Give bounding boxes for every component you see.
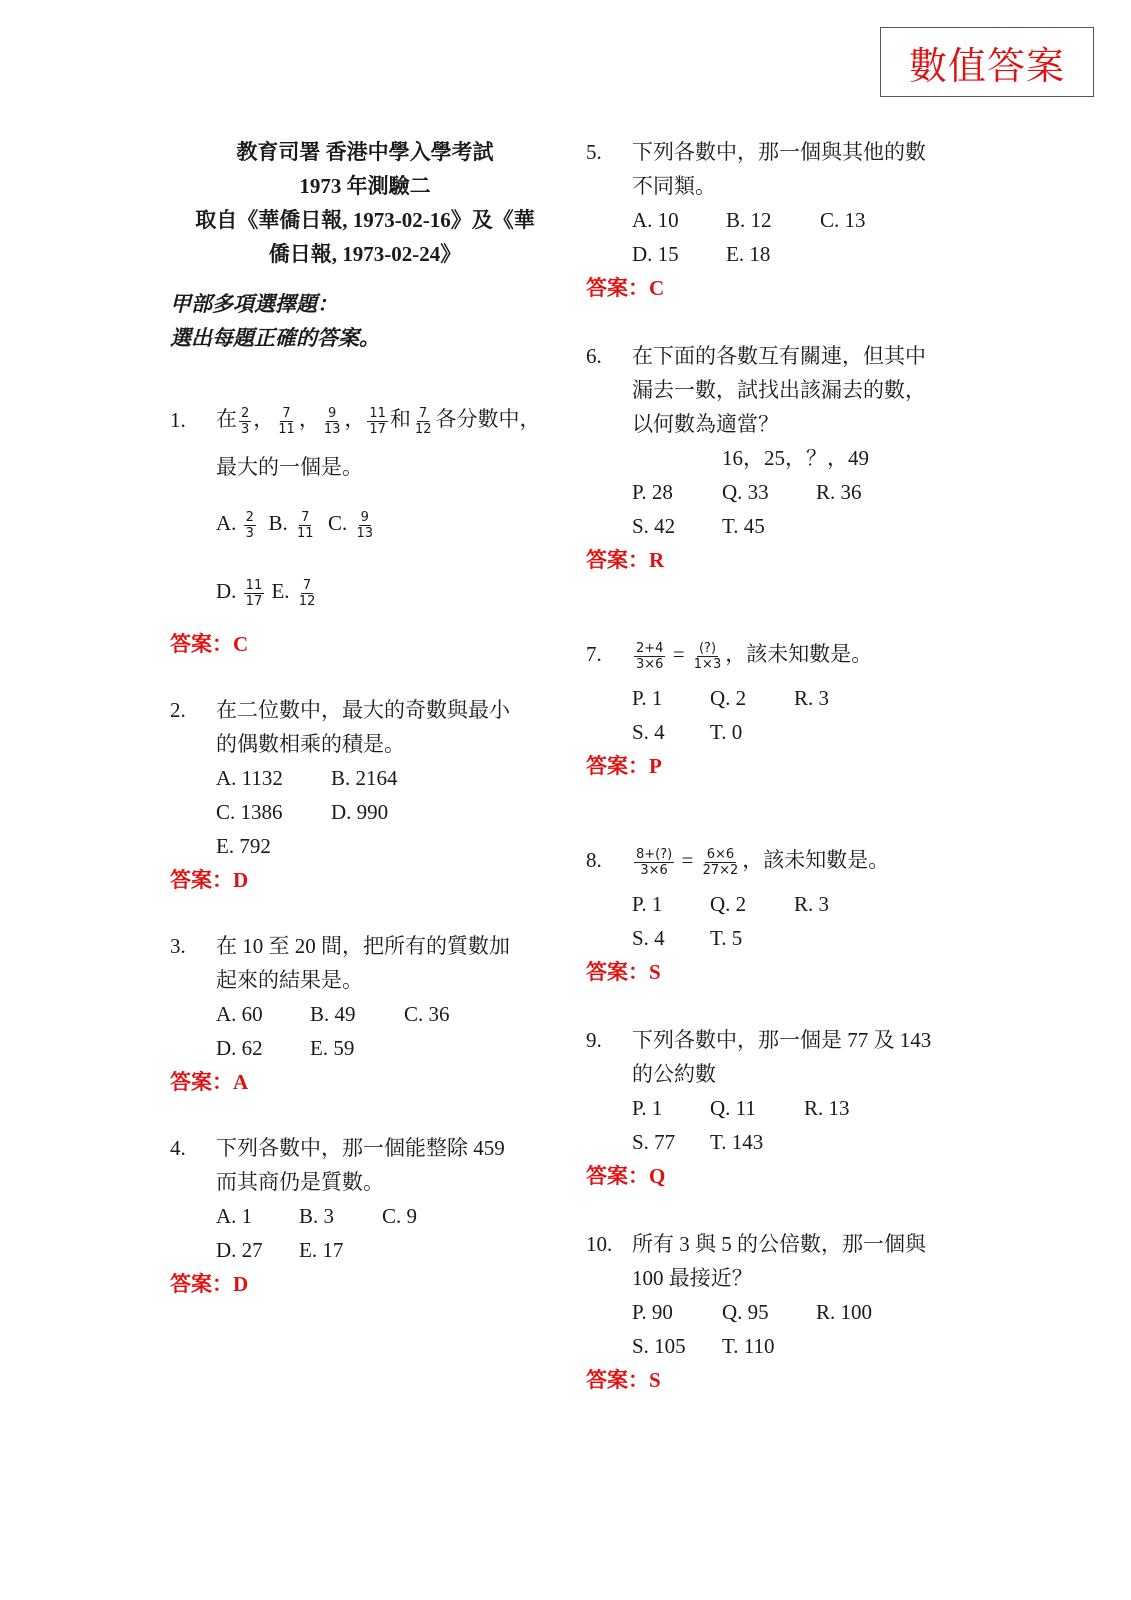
options-row [216,829,560,863]
text-sep: ， [344,407,366,431]
question-line: 下列各數中，那一個與其他的數 [632,140,926,164]
option-q: Q. 95 [722,1300,769,1324]
question-line: 在下面的各數互有關連，但其中 [632,344,926,368]
option-e: E. 792 [216,834,271,858]
fraction: $\frac{8+(?)}{3\times 6}$ [636,846,673,878]
equation [632,835,981,885]
text-sep: ， [253,407,275,431]
option-label: C. [328,511,348,535]
option-a: A. 1 [216,1204,253,1228]
option-b: B. 12 [726,208,772,232]
fraction: $\frac{2}{3}$ [241,405,250,437]
answer-3: 答案：A [170,1070,249,1094]
options-row [216,1199,560,1233]
question-5 [586,135,981,271]
question-9 [586,1023,981,1159]
option-a: A. 10 [632,208,679,232]
option-d: D. 62 [216,1036,263,1060]
question-line: 以何數為適當？ [632,412,779,436]
question-2 [170,693,560,863]
fraction: $\frac{7}{12}$ [414,405,432,437]
option-p: P. 90 [632,1300,673,1324]
fraction: $\frac{9}{13}$ [323,405,341,437]
option-s: S. 105 [632,1334,686,1358]
question-3 [170,929,560,1065]
options-row [216,1031,560,1065]
fraction: $\frac{7}{11}$ [278,405,295,437]
question-line: 在二位數中，最大的奇數與最小 [216,698,510,722]
options-row [632,237,981,271]
question-number: 2. [170,698,186,722]
question-6 [586,339,981,543]
option-label: A. [216,511,237,535]
option-r: R. 13 [804,1096,850,1120]
options-row [216,1233,560,1267]
question-number: 10. [586,1232,613,1256]
question-line: 的公約數 [632,1062,716,1086]
option-s: S. 42 [632,514,676,538]
header-line-2: 1973 年測驗二 [299,174,431,198]
question-number: 8. [586,848,602,872]
question-number: 4. [170,1136,186,1160]
question-line: 100 最接近？ [632,1266,753,1290]
question-1-options-row-2 [216,555,560,627]
text-and: 和 [389,407,411,431]
answer-7: 答案：P [586,754,662,778]
option-fraction: $\frac{7}{12}$ [298,577,316,609]
option-t: T. 143 [710,1130,764,1154]
question-1-options-row-1 [216,491,560,555]
answer-1: 答案：C [170,632,249,656]
question-line: 起來的結果是。 [216,968,363,992]
option-label: B. [268,511,288,535]
options-row [632,1295,981,1329]
option-c: C. 36 [404,1002,450,1026]
right-column [586,135,981,1397]
option-d: D. 15 [632,242,679,266]
text-post: ，該未知數是。 [725,642,873,666]
answer-8: 答案：S [586,960,661,984]
header-line-3: 取自《華僑日報, 1973-02-16》及《華 [195,208,535,232]
question-line: 下列各數中，那一個能整除 459 [216,1136,505,1160]
question-line: 不同類。 [632,174,716,198]
option-e: E. 18 [726,242,771,266]
option-a: A. 1132 [216,766,283,790]
equation [632,629,981,679]
option-q: Q. 11 [710,1096,756,1120]
question-7 [586,629,981,749]
option-q: Q. 2 [710,892,747,916]
options-row [216,795,560,829]
options-row [632,921,981,955]
option-label: E. [271,579,290,603]
question-line: 而其商仍是質數。 [216,1170,384,1194]
fraction: $\frac{(?)}{1\times 3}$ [693,640,722,672]
option-fraction: $\frac{11}{17}$ [245,577,263,609]
section-title [170,287,560,355]
option-c: C. 13 [820,208,866,232]
options-row [632,1125,981,1159]
option-t: T. 0 [710,720,743,744]
option-t: T. 110 [722,1334,775,1358]
option-fraction: $\frac{7}{11}$ [296,509,314,541]
options-row [216,997,560,1031]
text-post: 各分數中， [435,407,541,431]
option-e: E. 17 [299,1238,344,1262]
option-r: R. 3 [794,686,830,710]
option-b: B. 49 [310,1002,356,1026]
option-label: D. [216,579,237,603]
number-sequence: 16，25，？，49 [722,446,869,470]
options-row [632,715,981,749]
option-q: Q. 2 [710,686,747,710]
answer-2: 答案：D [170,868,249,892]
section-line-2: 選出每題正確的答案。 [170,326,380,350]
option-p: P. 1 [632,686,663,710]
question-number: 5. [586,140,602,164]
fraction: $\frac{11}{17}$ [369,405,386,437]
question-number: 1. [170,408,186,432]
option-s: S. 77 [632,1130,676,1154]
question-1-line-2: 最大的一個是。 [216,455,363,479]
option-s: S. 4 [632,926,665,950]
options-row [632,1091,981,1125]
question-line: 下列各數中，那一個是 77 及 143 [632,1028,932,1052]
question-8 [586,835,981,955]
question-number: 9. [586,1028,602,1052]
text-pre: 在 [216,407,237,431]
equals-sign: = [681,848,694,872]
option-r: R. 36 [816,480,862,504]
option-fraction: $\frac{2}{3}$ [245,509,254,541]
option-p: P. 28 [632,480,673,504]
option-a: A. 60 [216,1002,263,1026]
question-1 [170,395,560,627]
header-line-1: 教育司署 香港中學入學考試 [236,140,494,164]
left-column [170,135,560,1301]
question-line: 所有 3 與 5 的公倍數，那一個與 [632,1232,926,1256]
options-row [632,475,981,509]
option-c: C. 9 [382,1204,418,1228]
answer-6: 答案：R [586,548,665,572]
question-number: 3. [170,934,186,958]
option-p: P. 1 [632,1096,663,1120]
options-row [632,1329,981,1363]
question-line: 的偶數相乘的積是。 [216,732,405,756]
option-fraction: $\frac{9}{13}$ [356,509,374,541]
header-line-4: 僑日報, 1973-02-24》 [268,242,462,266]
answer-9: 答案：Q [586,1164,666,1188]
option-t: T. 45 [722,514,765,538]
option-q: Q. 33 [722,480,769,504]
option-c: C. 1386 [216,800,283,824]
option-d: D. 990 [331,800,389,824]
option-b: B. 2164 [331,766,398,790]
option-r: R. 3 [794,892,830,916]
answer-badge: 數值答案 [880,27,1094,97]
option-p: P. 1 [632,892,663,916]
options-row [632,887,981,921]
option-d: D. 27 [216,1238,263,1262]
equals-sign: = [672,642,685,666]
option-r: R. 100 [816,1300,873,1324]
options-row [216,761,560,795]
options-row [632,681,981,715]
question-line: 漏去一數，試找出該漏去的數， [632,378,926,402]
fraction: $\frac{6\times 6}{27\times 2}$ [702,846,739,878]
question-number: 7. [586,642,602,666]
text-post: ，該未知數是。 [742,848,890,872]
fraction: $\frac{2+4}{3\times 6}$ [636,640,664,672]
options-row [632,509,981,543]
option-s: S. 4 [632,720,665,744]
question-number: 6. [586,344,602,368]
answer-10: 答案：S [586,1368,661,1392]
text-sep: ， [298,407,320,431]
section-line-1: 甲部多項選擇題： [170,292,338,316]
question-10 [586,1227,981,1363]
question-1-stem [216,395,560,443]
option-b: B. 3 [299,1204,335,1228]
question-line: 在 10 至 20 間，把所有的質數加 [216,934,510,958]
option-t: T. 5 [710,926,743,950]
question-4 [170,1131,560,1267]
answer-5: 答案：C [586,276,665,300]
option-e: E. 59 [310,1036,355,1060]
exam-header [170,135,560,271]
options-row [632,203,981,237]
answer-4: 答案：D [170,1272,249,1296]
